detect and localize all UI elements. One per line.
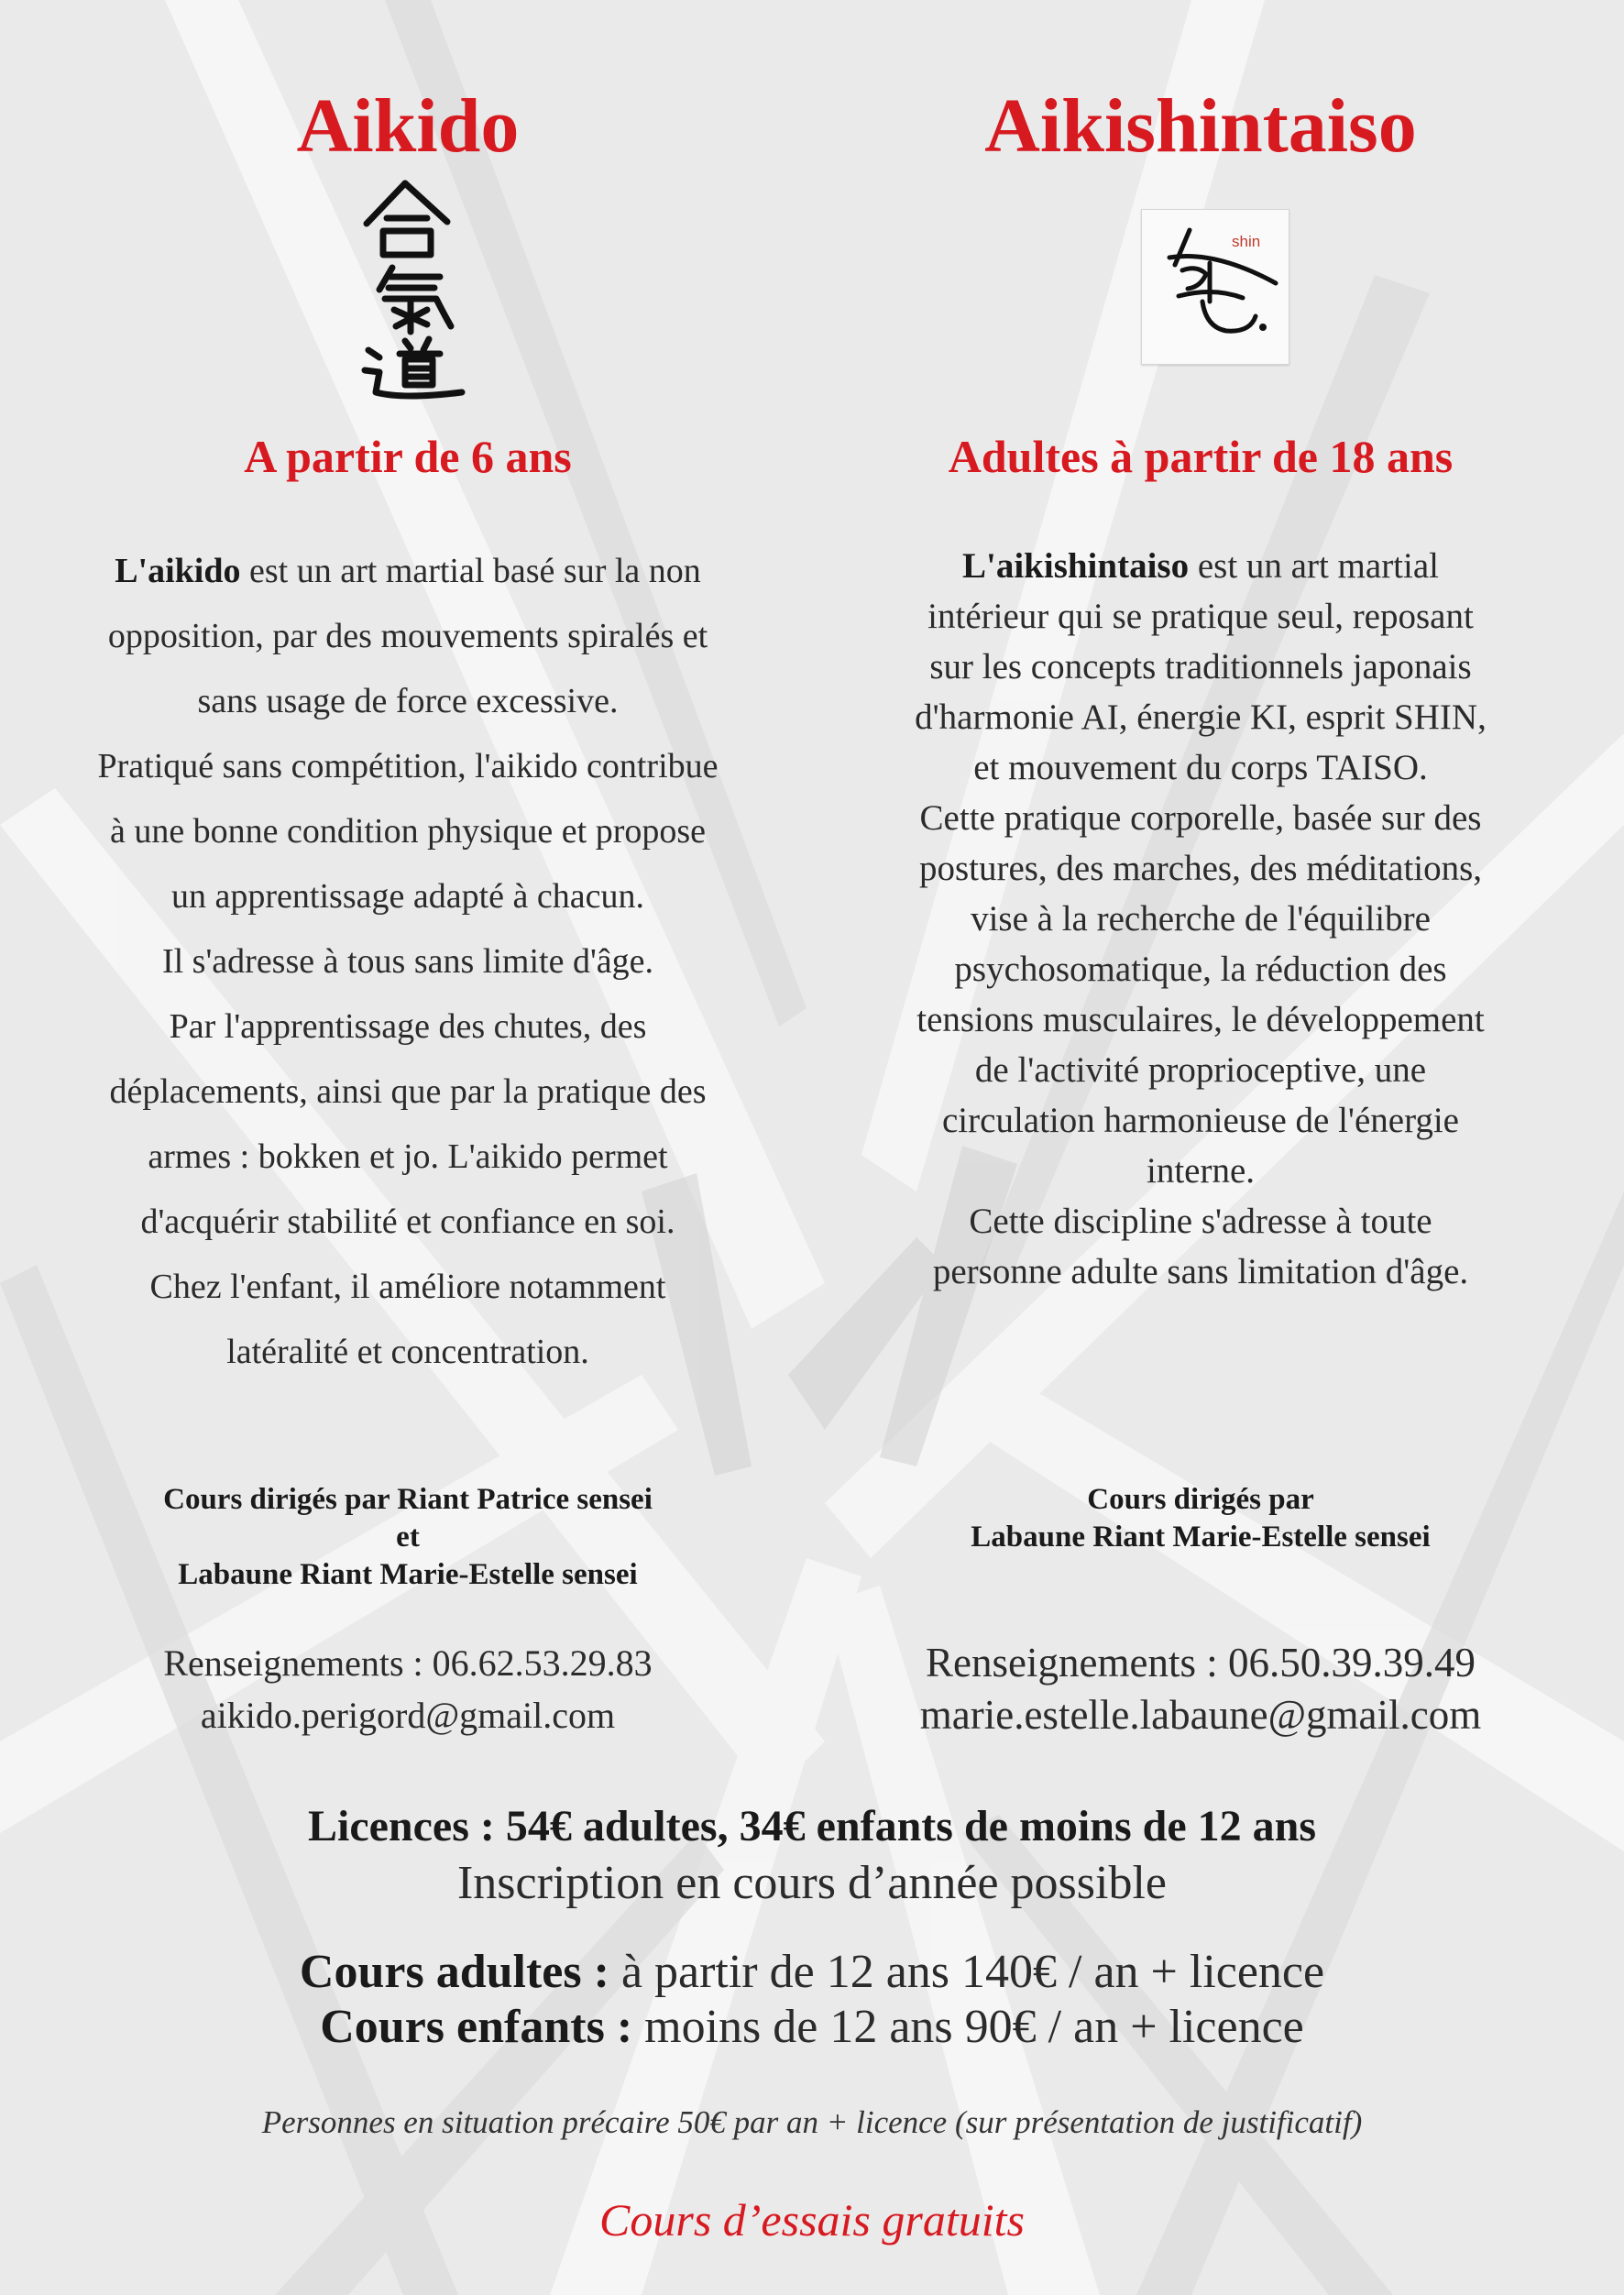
aikido-desc-line: à une bonne condition physique et propose <box>109 812 707 851</box>
aikido-contact <box>27 1637 788 1741</box>
aikido-desc-line: d'acquérir stabilité et confiance en soi. <box>140 1202 675 1241</box>
shintaiso-logo-drawing <box>1142 210 1289 364</box>
aikishintaiso-contact <box>807 1637 1595 1741</box>
aikido-desc-bold: L'aikido <box>115 552 241 590</box>
aikishintaiso-teacher-line: Cours dirigés par <box>1087 1483 1314 1516</box>
aikido-kanji-calligraphy-icon <box>348 176 467 401</box>
shintaiso-calligraphy-logo-icon <box>1141 209 1289 365</box>
aikishintaiso-desc-line: tensions musculaires, le développement <box>916 1000 1485 1039</box>
adult-course-price <box>0 1945 1624 2000</box>
aikishintaiso-desc-line: circulation harmonieuse de l'énergie <box>942 1101 1459 1140</box>
aikido-phone: Renseignements : 06.62.53.29.83 <box>163 1642 653 1684</box>
aikido-teachers <box>27 1481 788 1594</box>
children-course-label: Cours enfants : <box>320 2001 633 2053</box>
adult-course-text: à partir de 12 ans 140€ / an + licence <box>609 1946 1325 1998</box>
aikido-description <box>27 539 788 1385</box>
aikishintaiso-desc-line: personne adulte sans limitation d'âge. <box>932 1252 1469 1291</box>
aikido-teacher-line: et <box>396 1521 420 1554</box>
aikishintaiso-desc-line: et mouvement du corps TAISO. <box>973 748 1428 787</box>
aikishintaiso-desc-line: sur les concepts traditionnels japonais <box>929 647 1472 686</box>
aikishintaiso-desc-line: de l'activité proprioceptive, une <box>974 1050 1427 1090</box>
licences-line: Licences : 54€ adultes, 34€ enfants de moins de 12 ans <box>307 1802 1317 1850</box>
aikido-desc-line: Il s'adresse à tous sans limite d'âge. <box>161 942 654 981</box>
aikido-desc-line: armes : bokken et jo. L'aikido permet <box>148 1137 668 1176</box>
aikishintaiso-desc-line: d'harmonie AI, énergie KI, esprit SHIN, <box>915 697 1487 737</box>
aikishintaiso-desc-line: interne. <box>1146 1151 1256 1191</box>
aikishintaiso-title: Aikishintaiso <box>984 83 1417 169</box>
inscription-line: Inscription en cours d’année possible <box>456 1857 1167 1909</box>
aikishintaiso-desc-line: psychosomatique, la réduction des <box>954 950 1447 989</box>
aikido-desc-line: latéralité et concentration. <box>226 1333 589 1371</box>
aikishintaiso-desc-line: vise à la recherche de l'équilibre <box>971 899 1431 939</box>
children-course-text: moins de 12 ans 90€ / an + licence <box>632 2001 1304 2053</box>
aikishintaiso-desc-bold: L'aikishintaiso <box>961 546 1190 586</box>
course-prices <box>0 1945 1624 2055</box>
aikido-desc-line: déplacements, ainsi que par la pratique des <box>109 1072 707 1111</box>
aikishintaiso-phone: Renseignements : 06.50.39.39.49 <box>926 1640 1476 1686</box>
aikishintaiso-teacher-line: Labaune Riant Marie-Estelle sensei <box>971 1521 1431 1554</box>
precarious-situation-note: Personnes en situation précaire 50€ par an + licence (sur présentation de justificatif) <box>261 2104 1363 2140</box>
children-course-price <box>0 2000 1624 2055</box>
aikido-teacher-line: Labaune Riant Marie-Estelle sensei <box>178 1558 638 1591</box>
aikido-desc-line: sans usage de force excessive. <box>197 682 619 720</box>
aikido-title: Aikido <box>296 83 520 169</box>
aikido-desc-line: L'aikido est un art martial basé sur la non <box>115 552 701 590</box>
aikido-desc-line: Pratiqué sans compétition, l'aikido contribue <box>97 747 719 785</box>
aikido-desc-line: opposition, par des mouvements spiralés et <box>107 617 708 655</box>
aikido-desc-line: Par l'apprentissage des chutes, des <box>169 1007 647 1046</box>
aikido-desc-line: Chez l'enfant, il améliore notamment <box>149 1268 666 1306</box>
aikishintaiso-description <box>807 541 1595 1297</box>
aikido-email: aikido.perigord@gmail.com <box>200 1695 616 1736</box>
aikishintaiso-desc-line: Cette pratique corporelle, basée sur des <box>919 798 1482 838</box>
shintaiso-logo-text: shin <box>1232 233 1261 250</box>
aikishintaiso-desc-line: intérieur qui se pratique seul, reposant <box>927 597 1474 636</box>
aikishintaiso-desc-line: postures, des marches, des méditations, <box>918 849 1483 888</box>
aikishintaiso-age-heading: Adultes à partir de 18 ans <box>948 431 1454 482</box>
aikido-teacher-line: Cours dirigés par Riant Patrice sensei <box>163 1483 653 1516</box>
aikido-age-heading: A partir de 6 ans <box>244 431 572 482</box>
free-trial-note: Cours d’essais gratuits <box>599 2194 1025 2246</box>
aikishintaiso-desc-line: L'aikishintaiso est un art martial <box>961 546 1439 586</box>
aikishintaiso-desc-line: Cette discipline s'adresse à toute <box>969 1202 1432 1241</box>
aikishintaiso-teachers <box>807 1481 1595 1556</box>
aikishintaiso-email: marie.estelle.labaune@gmail.com <box>919 1692 1482 1738</box>
aikido-desc-line: un apprentissage adapté à chacun. <box>171 877 644 916</box>
adult-course-label: Cours adultes : <box>299 1946 609 1998</box>
